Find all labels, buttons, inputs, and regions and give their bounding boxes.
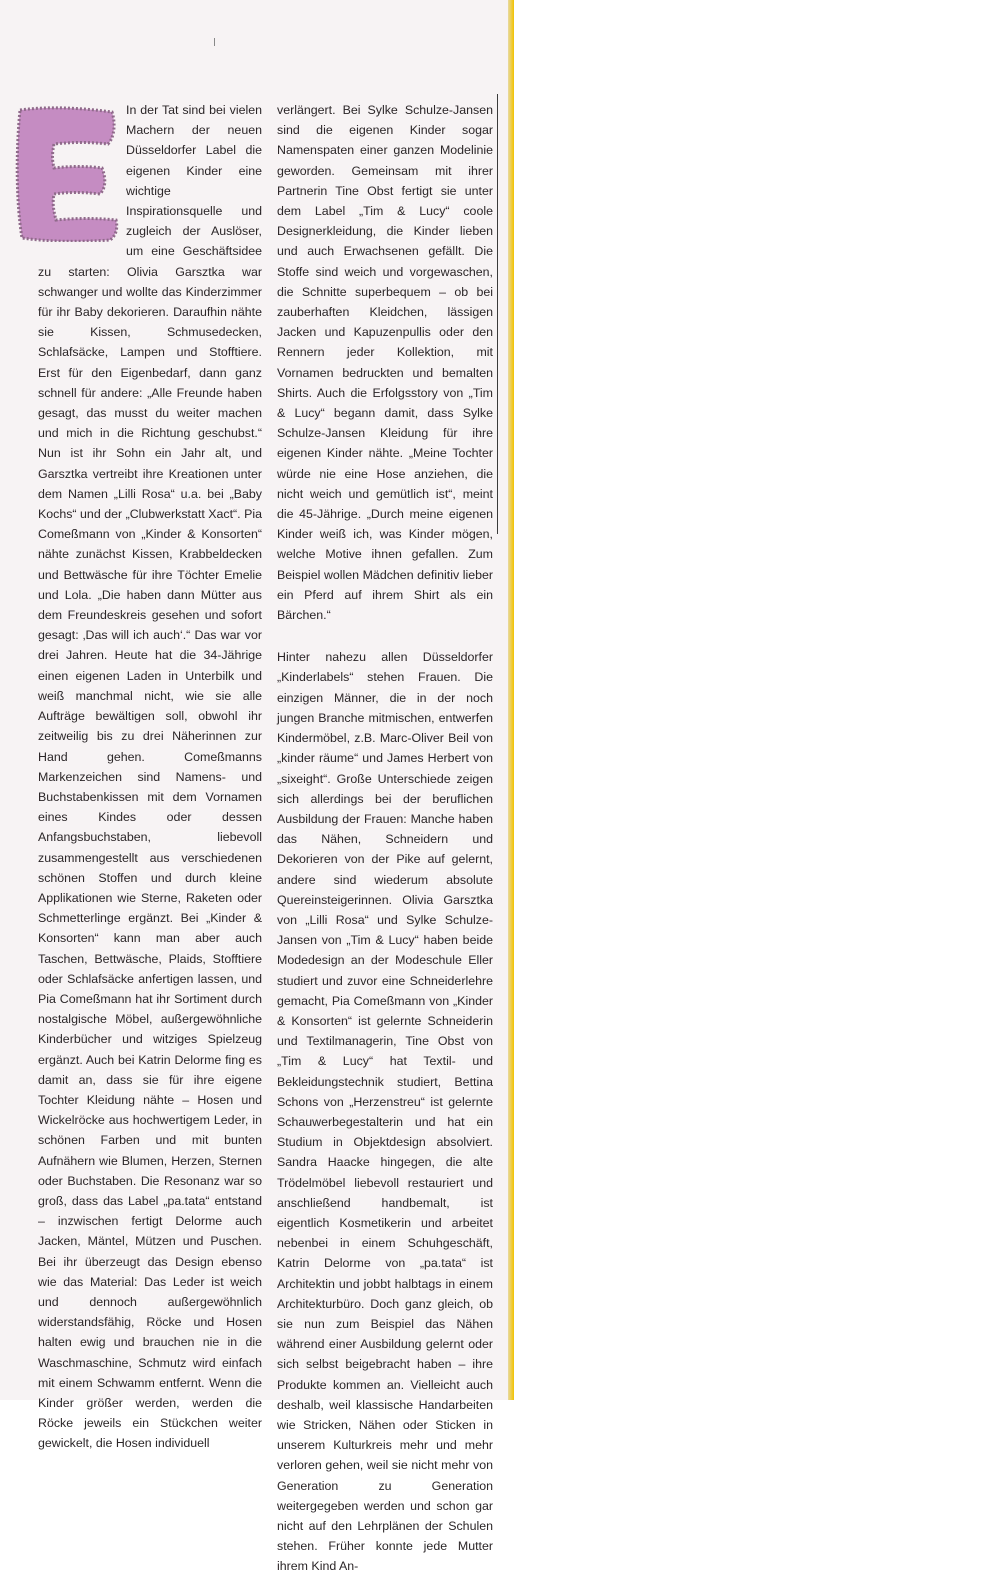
left-column-text: In der Tat sind bei vielen Machern der neuen Düsseldorfer Label die eigenen Kinder eine wichtige Inspirationsquelle und zugleich der Auslöser, um eine Geschäftsidee zu starten: Olivia Garsztka war schwanger und wollte das Kinderzimmer für ihr Baby dekorieren. Daraufhin nähte sie Kissen, Schmusedecken, Schlafsäcke, Lampen und Stofftiere. Erst für den Eigenbedarf, dann ganz schnell für andere: „Alle Freunde haben gesagt, das musst du weiter machen und mich in die Richtung geschubst.“ Nun ist ihr Sohn ein Jahr alt, und Garsztka vertreibt ihre Kreationen unter dem Namen „Lilli Rosa“ u.a. bei „Baby Kochs“ und der „Clubwerkstatt Xact“. Pia Comeßmann von „Kinder & Konsorten“ nähte zunächst Kissen, Krabbeldecken und Bettwäsche für ihre Töchter Emelie und Lola. „Die haben dann Mütter aus dem Freundeskreis gesehen und sofort gesagt: ‚Das will ich auch‘.“ Das war vor drei Jahren. Heute hat die 34-Jährige einen eigenen Laden in Unterbilk und weiß manchmal nicht, wie sie alle Aufträge bewältigen soll, obwohl ihr zeitweilig bis zu drei Näherinnen zur Hand gehen. Comeßmanns Markenzeichen sind Namens- und Buchstabenkissen mit dem Vornamen eines Kindes oder dessen Anfangsbuchstaben, liebevoll zusammengestellt aus verschiedenen schönen Stoffen und durch kleine Applikationen wie Sterne, Raketen oder Schmetterlinge ergänzt. Bei „Kinder & Konsorten“ kann man aber auch Taschen, Bettwäsche, Plaids, Stofftiere oder Schlafsäcke anfertigen lassen, und Pia Comeßmann hat ihr Sortiment durch nostalgische Möbel, außergewöhnliche Kinderbücher und witziges Spielzeug ergänzt. Auch bei Katrin Delorme fing es damit an, dass sie für ihre eigene Tochter Kleidung nähte – Hosen und Wickelröcke aus hochwertigem Leder, in schönen Farben und mit bunten Aufnähern wie Blumen, Herzen, Sternen oder Buchstaben. Die Resonanz war so groß, dass das Label „pa.tata“ entstand – inzwischen fertigt Delorme auch Jacken, Mäntel, Mützen und Puschen. Bei ihr überzeugt das Design ebenso wie das Material: Das Leder ist weich und dennoch außergewöhnlich widerstandsfähig, Röcke und Hosen halten ewig und brauchen nie in die Waschmaschine, Schmutz wird einfach mit einem Schwamm entfernt. Wenn die Kinder größer werden, werden die Röcke jeweils ein Stückchen weiter gewickelt, die Hosen individuell	[38, 103, 262, 1451]
drop-cap-e-applique	[10, 102, 120, 242]
folio-mark	[214, 38, 219, 46]
article-column-left	[10, 100, 262, 1454]
article-column-right	[277, 100, 493, 1577]
drop-cap-e-graphic	[10, 102, 120, 242]
right-column-paragraph-2: Hinter nahezu allen Düsseldorfer „Kinderlabels“ stehen Frauen. Die einzigen Männer, die in der noch jungen Branche mitmischen, entwerfen Kindermöbel, z.B. Marc-Oliver Beil von „kinder räume“ und James Herbert von „sixeight“. Große Unterschiede zeigen sich allerdings bei der beruflichen Ausbildung der Frauen: Manche haben das Nähen, Schneidern und Dekorieren von der Pike auf gelernt, andere sind wiederum absolute Quereinsteigerinnen. Olivia Garsztka von „Lilli Rosa“ und Sylke Schulze-Jansen von „Tim & Lucy“ haben beide Modedesign an der Modeschule Eller studiert und zuvor eine Schneiderlehre gemacht, Pia Comeßmann von „Kinder & Konsorten“ ist gelernte Schneiderin und Textilmanagerin, Tine Obst von „Tim & Lucy“ hat Textil- und Bekleidungstechnik studiert, Bettina Schons von „Herzenstreu“ ist gelernte Schauwerbegestalterin und hat ein Studium in Objektdesign absolviert. Sandra Haacke hingegen, die alte Trödelmöbel liebevoll restauriert und anschließend handbemalt, ist eigentlich Kosmetikerin und arbeitet nebenbei in einem Schuhgeschäft, Katrin Delorme von „pa.tata“ ist Architektin und jobbt halbtags in einem Architekturbüro. Doch ganz gleich, ob sie nun zum Beispiel das Nähen während einer Ausbildung gelernt oder sich selbst beigebracht haben – ihre Produkte kommen an. Vielleicht auch deshalb, weil klassische Handarbeiten wie Stricken, Nähen oder Sticken in unserem Kulturkreis mehr und mehr verloren gehen, weil sie nicht mehr von Generation zu Generation weitergegeben werden und schon gar nicht auf den Lehrplänen der Schulen stehen. Früher konnte jede Mutter ihrem Kind An-	[277, 650, 493, 1574]
article-paragraph-left	[10, 100, 262, 1454]
column-rule	[497, 94, 498, 534]
drop-cap-letter: E	[10, 102, 11, 103]
page-edge-strip	[508, 0, 514, 1400]
right-column-paragraph-1: verlängert. Bei Sylke Schulze-Jansen sind die eigenen Kinder sogar Namenspaten einer ganzen Modelinie geworden. Gemeinsam mit ihrer Partnerin Tine Obst fertigt sie unter dem Label „Tim & Lucy“ coole Designerkleidung, die Kinder lieben und auch Erwachsenen gefällt. Die Stoffe sind weich und vorgewaschen, die Schnitte superbequem – ob bei zauberhaften Kleidchen, lässigen Jacken und Kapuzenpullis oder den Rennern jeder Kollektion, mit Vornamen bedruckten und bemalten Shirts. Auch die Erfolgsstory von „Tim & Lucy“ begann damit, dass Sylke Schulze-Jansen Kleidung für ihre eigenen Kinder nähte. „Meine Tochter würde nie eine Hose anziehen, die nicht weich und gemütlich ist“, meint die 45-Jährige. „Durch meine eigenen Kinder weiß ich, was Kinder mögen, welche Motive ihnen gefallen. Zum Beispiel wollen Mädchen definitiv lieber ein Pferd auf ihrem Shirt als ein Bärchen.“	[277, 103, 493, 623]
